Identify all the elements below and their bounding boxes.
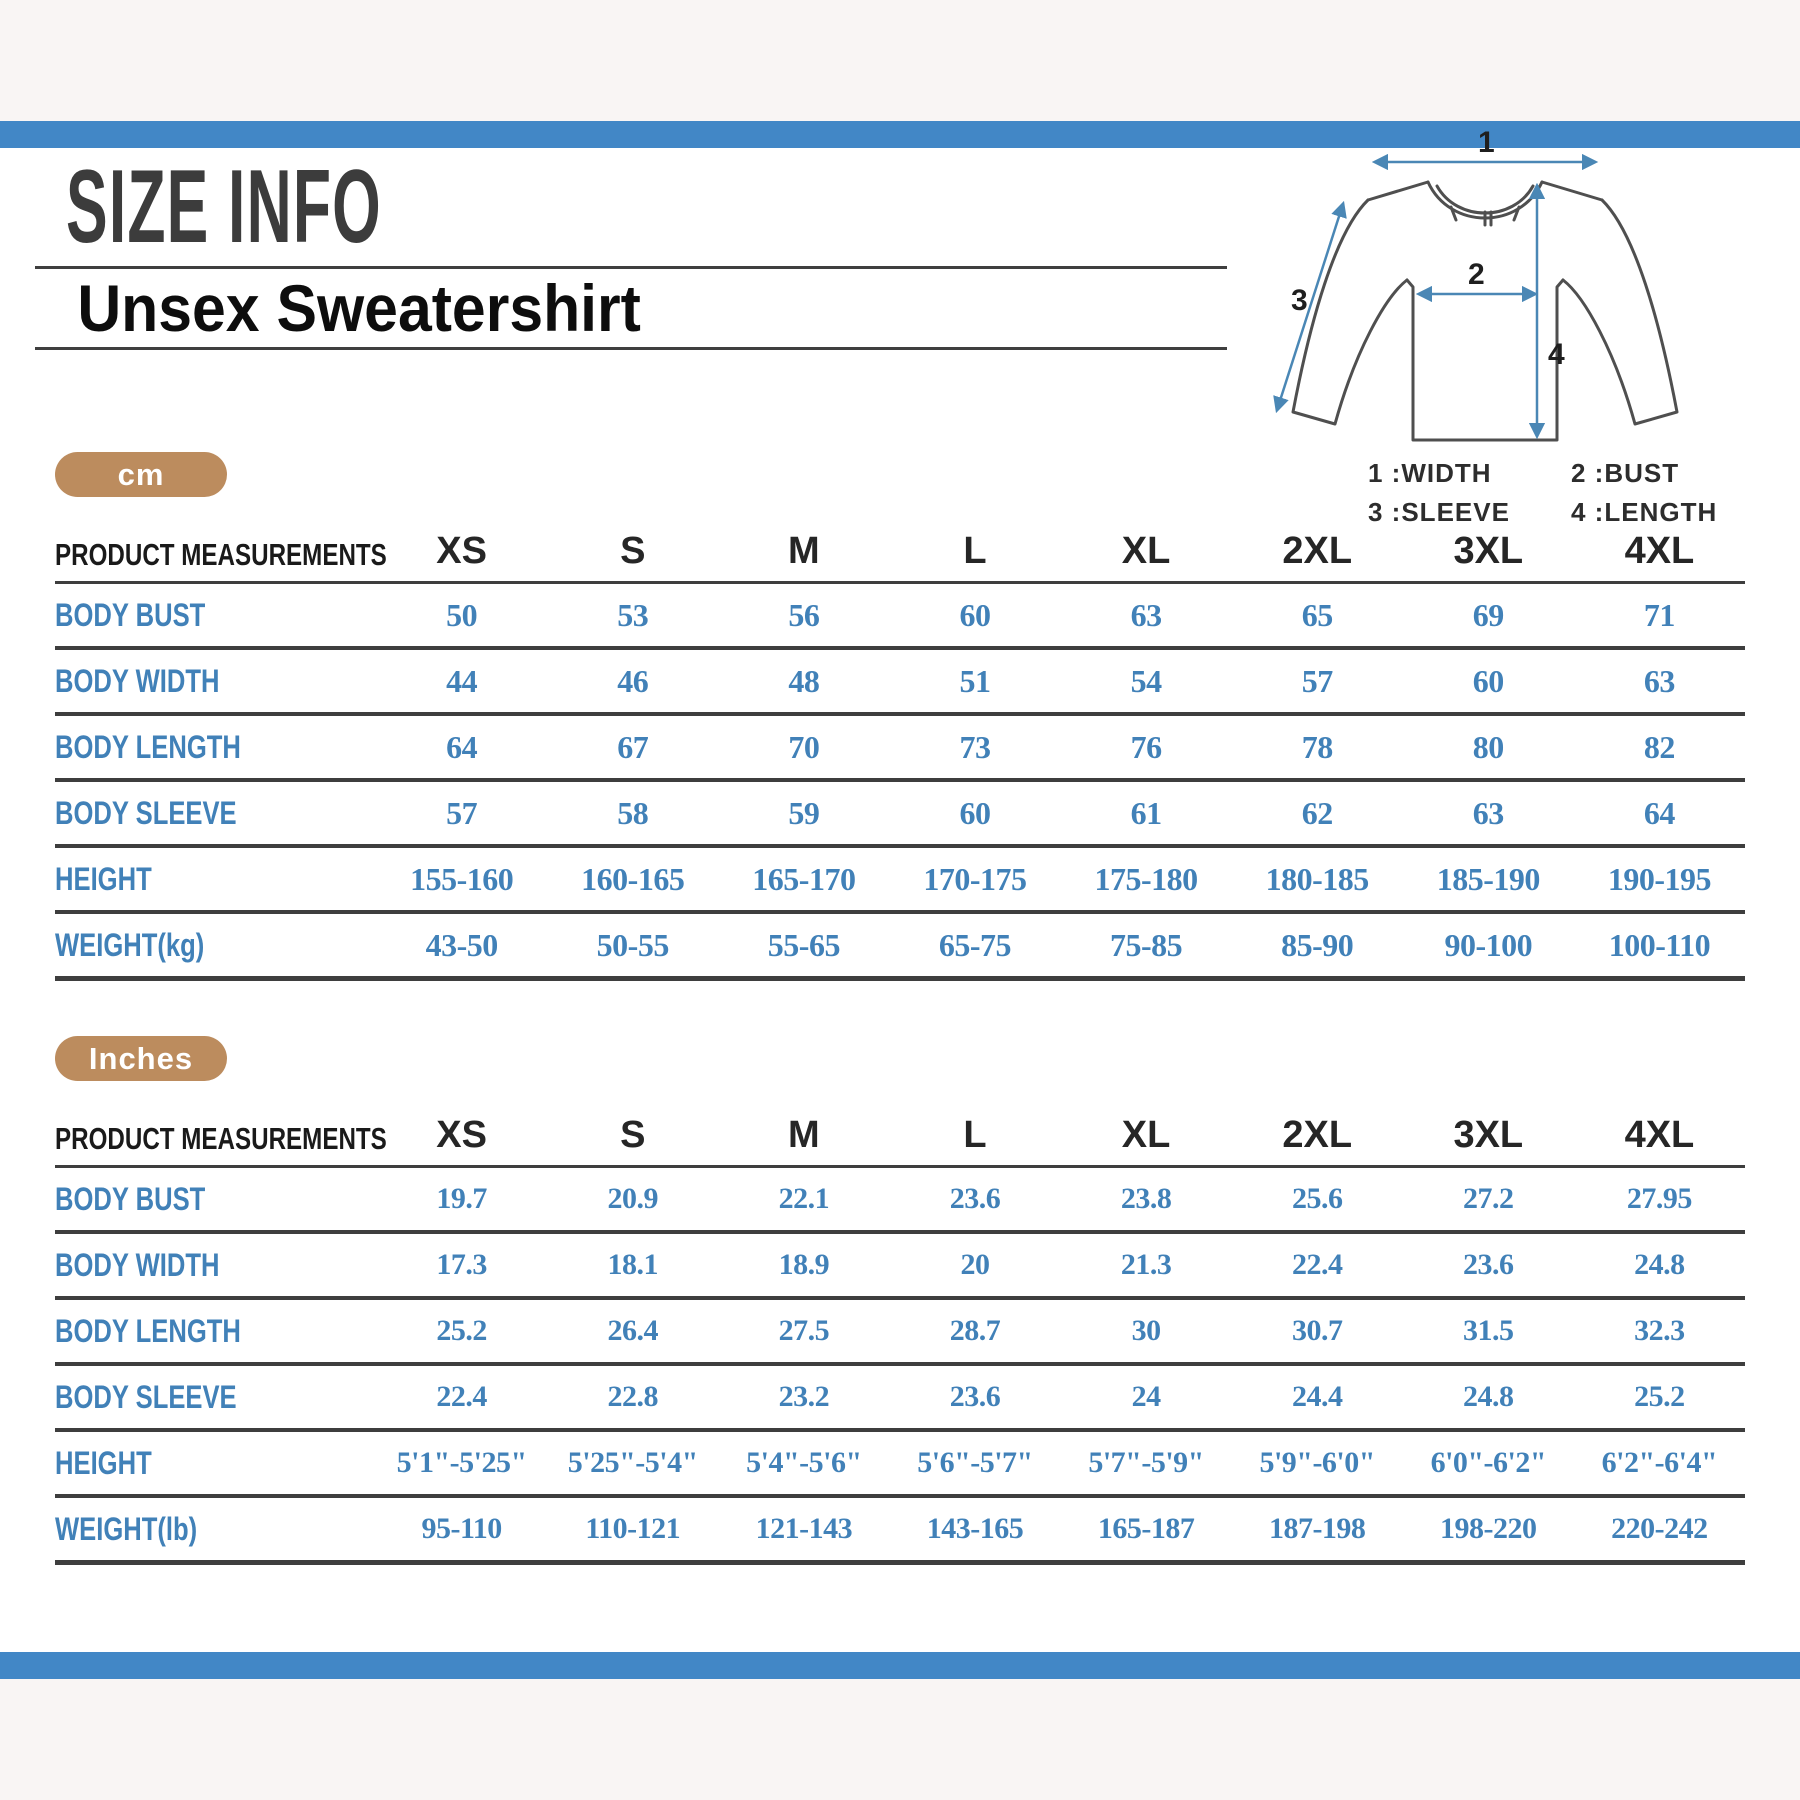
measurement-value: 22.4 <box>436 1380 487 1413</box>
table-header-row <box>55 1103 1745 1168</box>
product-title-box <box>35 266 1227 350</box>
measurement-arrows <box>1277 162 1595 436</box>
measurement-value: 62 <box>1301 794 1333 831</box>
sweatshirt-outline <box>1293 182 1677 440</box>
measurement-value: 26.4 <box>607 1314 658 1347</box>
size-column-header: XS <box>436 530 487 572</box>
size-column-header: L <box>963 530 987 572</box>
measurement-value: 5'6"-5'7" <box>917 1446 1033 1479</box>
measurement-value: 46 <box>617 662 649 699</box>
measurement-value: 5'9"-6'0" <box>1259 1446 1375 1479</box>
measurement-value: 54 <box>1130 662 1162 699</box>
size-column-header: 4XL <box>1624 1114 1695 1156</box>
marker-bust: 2 <box>1468 258 1485 291</box>
measurement-value: 121-143 <box>755 1512 853 1545</box>
measurement-value: 64 <box>446 728 478 765</box>
table-row <box>55 1432 1745 1498</box>
measurements-header-label: PRODUCT MEASUREMENTS <box>55 1121 387 1156</box>
product-title: Unsex Sweatershirt <box>77 271 641 345</box>
table-row <box>55 1366 1745 1432</box>
size-column-header: L <box>963 1114 987 1156</box>
size-column-header: M <box>788 530 820 572</box>
measurement-value: 53 <box>617 596 649 633</box>
measurement-value: 28.7 <box>949 1314 1001 1347</box>
measurement-value: 25.2 <box>1634 1380 1685 1413</box>
measurement-value: 170-175 <box>923 860 1027 897</box>
measurement-value: 23.6 <box>949 1182 1001 1215</box>
measurement-value: 143-165 <box>926 1512 1024 1545</box>
measurement-value: 175-180 <box>1094 860 1198 897</box>
size-column-header: 3XL <box>1453 1114 1524 1156</box>
row-label: BODY SLEEVE <box>55 1378 237 1415</box>
row-label: WEIGHT(kg) <box>55 926 205 963</box>
measurement-value: 50-55 <box>596 926 669 963</box>
measurement-value: 24.4 <box>1291 1380 1343 1413</box>
measurement-value: 24 <box>1131 1380 1161 1413</box>
table-row <box>55 1234 1745 1300</box>
measurement-value: 82 <box>1643 728 1675 765</box>
measurement-value: 31.5 <box>1463 1314 1514 1347</box>
measurement-value: 63 <box>1472 794 1504 831</box>
unit-badge-cm: cm <box>55 452 227 497</box>
measurement-value: 18.1 <box>607 1248 658 1281</box>
measurement-value: 73 <box>959 728 991 765</box>
measurement-value: 65 <box>1301 596 1333 633</box>
marker-sleeve: 3 <box>1291 284 1308 317</box>
measurement-value: 5'4"-5'6" <box>746 1446 862 1479</box>
measurement-value: 78 <box>1301 728 1333 765</box>
measurement-value: 100-110 <box>1608 926 1711 963</box>
row-label: BODY BUST <box>55 596 206 633</box>
measurement-value: 22.1 <box>778 1182 830 1215</box>
measurement-value: 95-110 <box>421 1512 502 1545</box>
measurement-value: 21.3 <box>1120 1248 1172 1281</box>
measurement-value: 27.95 <box>1626 1182 1692 1215</box>
row-label: BODY LENGTH <box>55 1312 241 1349</box>
sweatshirt-diagram <box>1185 122 1785 462</box>
measurement-value: 25.6 <box>1291 1182 1343 1215</box>
measurement-value: 51 <box>959 662 991 699</box>
measurement-value: 160-165 <box>581 860 685 897</box>
table-row <box>55 584 1745 650</box>
measurement-value: 22.4 <box>1291 1248 1343 1281</box>
measurement-value: 27.5 <box>778 1314 830 1347</box>
table-row <box>55 716 1745 782</box>
measurement-value: 63 <box>1643 662 1675 699</box>
measurement-value: 20 <box>960 1248 990 1281</box>
measurement-value: 5'7"-5'9" <box>1088 1446 1204 1479</box>
size-column-header: S <box>620 1114 646 1156</box>
size-column-header: 2XL <box>1282 1114 1353 1156</box>
measurement-value: 180-185 <box>1265 860 1369 897</box>
measurement-value: 67 <box>617 728 649 765</box>
size-column-header: 4XL <box>1624 530 1695 572</box>
measurement-value: 17.3 <box>436 1248 487 1281</box>
measurement-value: 23.6 <box>1463 1248 1514 1281</box>
measurement-value: 32.3 <box>1634 1314 1685 1347</box>
marker-length: 4 <box>1548 338 1565 371</box>
marker-width: 1 <box>1478 126 1495 159</box>
measurement-value: 61 <box>1130 794 1162 831</box>
bottom-accent-bar <box>0 1652 1800 1679</box>
row-label: HEIGHT <box>55 1444 152 1481</box>
measurement-value: 60 <box>959 596 991 633</box>
legend-width: 1 :WIDTH <box>1368 458 1492 488</box>
measurement-value: 55-65 <box>767 926 840 963</box>
measurement-value: 65-75 <box>938 926 1012 963</box>
table-row <box>55 1300 1745 1366</box>
measurement-value: 44 <box>446 662 478 699</box>
measurement-value: 27.2 <box>1463 1182 1514 1215</box>
measurement-value: 24.8 <box>1634 1248 1685 1281</box>
measurement-value: 198-220 <box>1440 1512 1537 1545</box>
size-table-inches <box>55 1036 1745 1565</box>
measurement-value: 90-100 <box>1444 926 1533 963</box>
row-label: BODY SLEEVE <box>55 794 237 831</box>
measurement-value: 18.9 <box>778 1248 830 1281</box>
row-label: BODY LENGTH <box>55 728 241 765</box>
measurement-value: 50 <box>446 596 478 633</box>
table-row <box>55 650 1745 716</box>
measurement-value: 76 <box>1130 728 1162 765</box>
measurements-header-label: PRODUCT MEASUREMENTS <box>55 537 387 572</box>
measurement-value: 185-190 <box>1436 860 1540 897</box>
table-row <box>55 782 1745 848</box>
measurement-value: 48 <box>788 662 820 699</box>
measurement-value: 25.2 <box>436 1314 487 1347</box>
table-row <box>55 848 1745 914</box>
measurement-value: 57 <box>446 794 478 831</box>
measurement-value: 19.7 <box>436 1182 487 1215</box>
measurement-value: 6'2"-6'4" <box>1601 1446 1718 1479</box>
measurement-value: 71 <box>1643 596 1675 633</box>
measurement-value: 220-242 <box>1611 1512 1708 1545</box>
measurement-value: 70 <box>788 728 820 765</box>
table-header-row <box>55 519 1745 584</box>
measurement-value: 20.9 <box>607 1182 658 1215</box>
size-column-header: XL <box>1121 1114 1171 1156</box>
size-column-header: S <box>620 530 646 572</box>
measurement-value: 30.7 <box>1291 1314 1343 1347</box>
measurement-value: 30 <box>1131 1314 1161 1347</box>
measurement-value: 85-90 <box>1281 926 1354 963</box>
measurement-value: 190-195 <box>1607 860 1711 897</box>
size-column-header: XL <box>1121 530 1171 572</box>
measurement-value: 60 <box>1472 662 1504 699</box>
measurement-value: 24.8 <box>1463 1380 1514 1413</box>
measurement-value: 110-121 <box>585 1512 681 1545</box>
measurement-value: 75-85 <box>1110 926 1183 963</box>
size-column-header: 2XL <box>1282 530 1353 572</box>
measurement-value: 56 <box>788 596 820 633</box>
legend-bust: 2 :BUST <box>1571 458 1680 488</box>
measurement-value: 64 <box>1643 794 1675 831</box>
measurement-value: 58 <box>617 794 649 831</box>
measurement-value: 165-187 <box>1097 1512 1195 1545</box>
table-row <box>55 1168 1745 1234</box>
measurement-value: 5'25"-5'4" <box>567 1446 698 1479</box>
row-label: BODY WIDTH <box>55 1246 220 1283</box>
size-column-header: XS <box>436 1114 487 1156</box>
measurement-value: 60 <box>959 794 991 831</box>
measurement-value: 23.6 <box>949 1380 1001 1413</box>
table-row <box>55 1498 1745 1565</box>
measurement-value: 23.8 <box>1120 1182 1172 1215</box>
measurement-value: 22.8 <box>607 1380 658 1413</box>
measurement-value: 43-50 <box>425 926 498 963</box>
measurement-value: 57 <box>1301 662 1333 699</box>
inches-table <box>55 1103 1745 1565</box>
row-label: HEIGHT <box>55 860 152 897</box>
measurement-value: 187-198 <box>1268 1512 1366 1545</box>
measurement-value: 69 <box>1472 596 1504 633</box>
legend-sleeve: 3 :SLEEVE <box>1368 497 1510 527</box>
row-label: WEIGHT(lb) <box>55 1510 198 1547</box>
measurement-value: 63 <box>1130 596 1162 633</box>
legend-length: 4 :LENGTH <box>1571 497 1718 527</box>
size-table-cm <box>55 452 1745 981</box>
measurement-value: 23.2 <box>778 1380 830 1413</box>
measurement-value: 165-170 <box>752 860 856 897</box>
row-label: BODY WIDTH <box>55 662 220 699</box>
page-title: SIZE INFO <box>66 149 382 265</box>
size-column-header: 3XL <box>1453 530 1524 572</box>
measurement-value: 155-160 <box>410 860 514 897</box>
measurement-value: 59 <box>788 794 820 831</box>
unit-badge-inches: Inches <box>55 1036 227 1081</box>
measurement-value: 80 <box>1472 728 1504 765</box>
measurement-value: 6'0"-6'2" <box>1430 1446 1547 1479</box>
table-row <box>55 914 1745 981</box>
row-label: BODY BUST <box>55 1180 206 1217</box>
measurement-value: 5'1"-5'25" <box>396 1446 527 1479</box>
size-column-header: M <box>788 1114 820 1156</box>
cm-table <box>55 519 1745 981</box>
